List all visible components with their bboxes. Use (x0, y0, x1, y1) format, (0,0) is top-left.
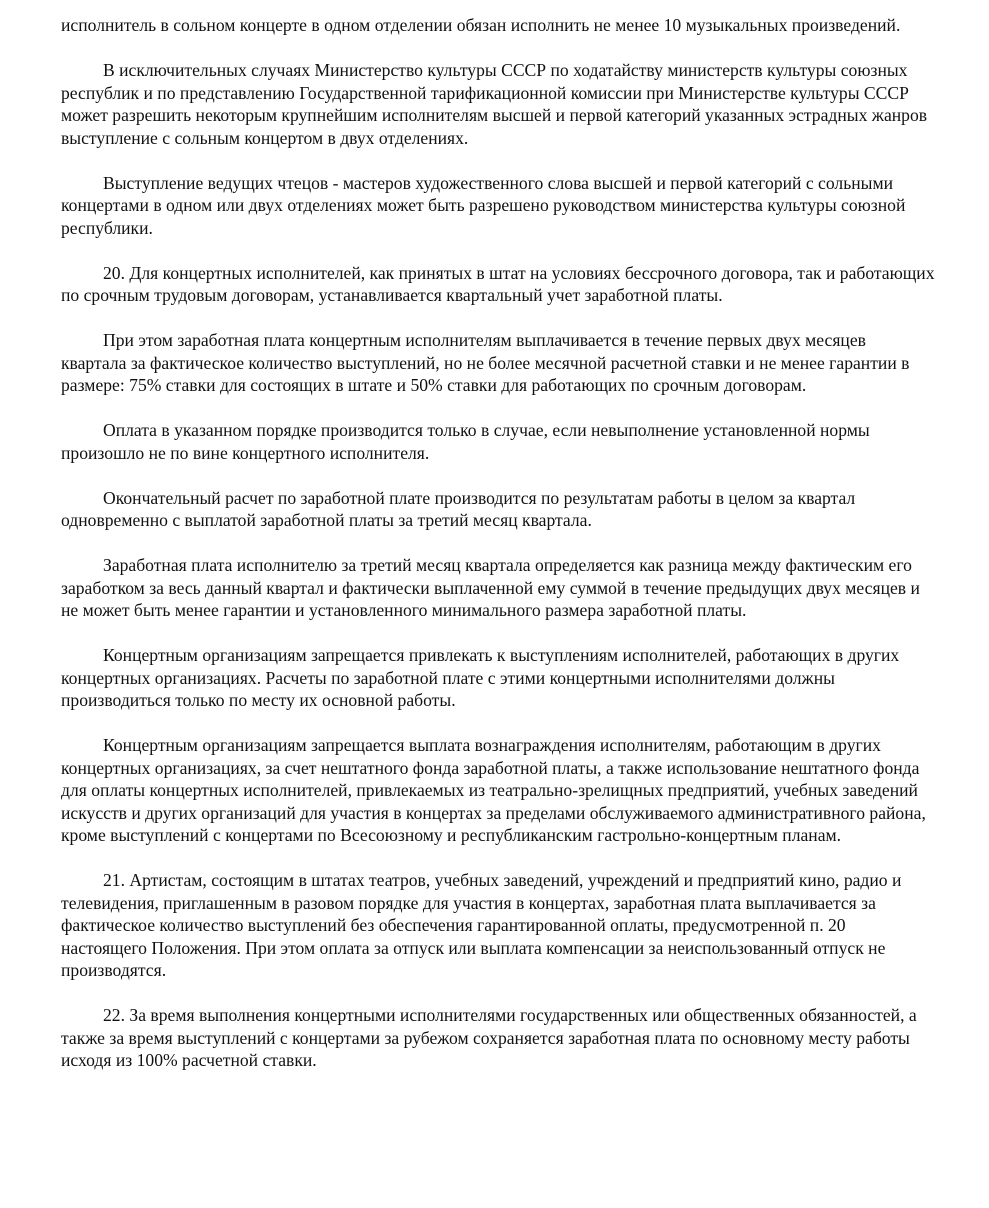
paragraph-readers: Выступление ведущих чтецов - мастеров художественного слова высшей и первой категорий с сольными концертами в одном или двух отделениях может быть разрешено руководством министерства культуры союзной республики. (61, 172, 906, 238)
paragraph-item-21: 21. Артистам, состоящим в штатах театров, учебных заведений, учреждений и предприятий кино, радио и телевидения, приглашенным в разовом порядке для участия в концертах, заработная плата выплачивается за фактическое количество выступлений без обеспечения гарантированной оплаты, предусмотренной п. 20 настоящего Положения. При этом оплата за отпуск или выплата компенсации за неиспользованный отпуск не производятся. (61, 870, 902, 980)
paragraph-item-22: 22. За время выполнения концертными исполнителями государственных или общественных обязанностей, а также за время выступлений с концертами за рубежом сохраняется заработная плата по основному месту работы исходя из 100% расчетной ставки. (61, 1005, 917, 1070)
paragraph-prohibition-attract: Концертным организациям запрещается привлекать к выступлениям исполнителей, работающих в других концертных организациях. Расчеты по заработной плате с этими концертными исполнителями должны производиться только по месту их основной работы. (61, 645, 900, 710)
paragraph-salary-payment: При этом заработная плата концертным исполнителям выплачивается в течение первых двух месяцев квартала за фактическое количество выступлений, но не более месячной расчетной ставки и не менее гарантии в размере: 75% ставки для состоящих в штате и 50% ставки для работающих по срочным договорам. (61, 330, 910, 395)
paragraph-continuation: исполнитель в сольном концерте в одном отделении обязан исполнить не менее 10 музыкальных произведений. (61, 15, 901, 35)
paragraph-prohibition-fund: Концертным организациям запрещается выплата вознаграждения исполнителям, работающим в других концертных организациях, за счет нештатного фонда заработной платы, а также использование нештатного фонда для оплаты концертных исполнителей, привлекаемых из театрально-зрелищных предприятий, учебных заведений искусств и других организаций для участия в концертах за пределами обслуживаемого административного района, кроме выступлений с концертами по Всесоюзному и республиканским гастрольно-концертным планам. (61, 735, 926, 845)
paragraph-payment-order: Оплата в указанном порядке производится только в случае, если невыполнение установленной нормы произошло не по вине концертного исполнителя. (61, 420, 870, 463)
paragraph-item-20: 20. Для концертных исполнителей, как принятых в штат на условиях бессрочного договора, так и работающих по срочным трудовым договорам, устанавливается квартальный учет заработной платы. (61, 262, 935, 305)
paragraph-exceptional-cases: В исключительных случаях Министерство культуры СССР по ходатайству министерств культуры союзных республик и по представлению Государственной тарификационной комиссии при Министерстве культуры СССР может разрешить некоторым крупнейшим исполнителям высшей и первой категорий указанных эстрадных жанров выступление с сольным концертом в двух отделениях. (61, 60, 928, 148)
paragraph-final-settlement: Окончательный расчет по заработной плате производится по результатам работы в целом за квартал одновременно с выплатой заработной платы за третий месяц квартала. (61, 487, 856, 530)
paragraph-third-month: Заработная плата исполнителю за третий месяц квартала определяется как разница между фактическим его заработком за весь данный квартал и фактически выплаченной ему суммой в течение предыдущих двух месяцев и не может быть менее гарантии и установленного минимального размера заработной платы. (61, 555, 920, 620)
